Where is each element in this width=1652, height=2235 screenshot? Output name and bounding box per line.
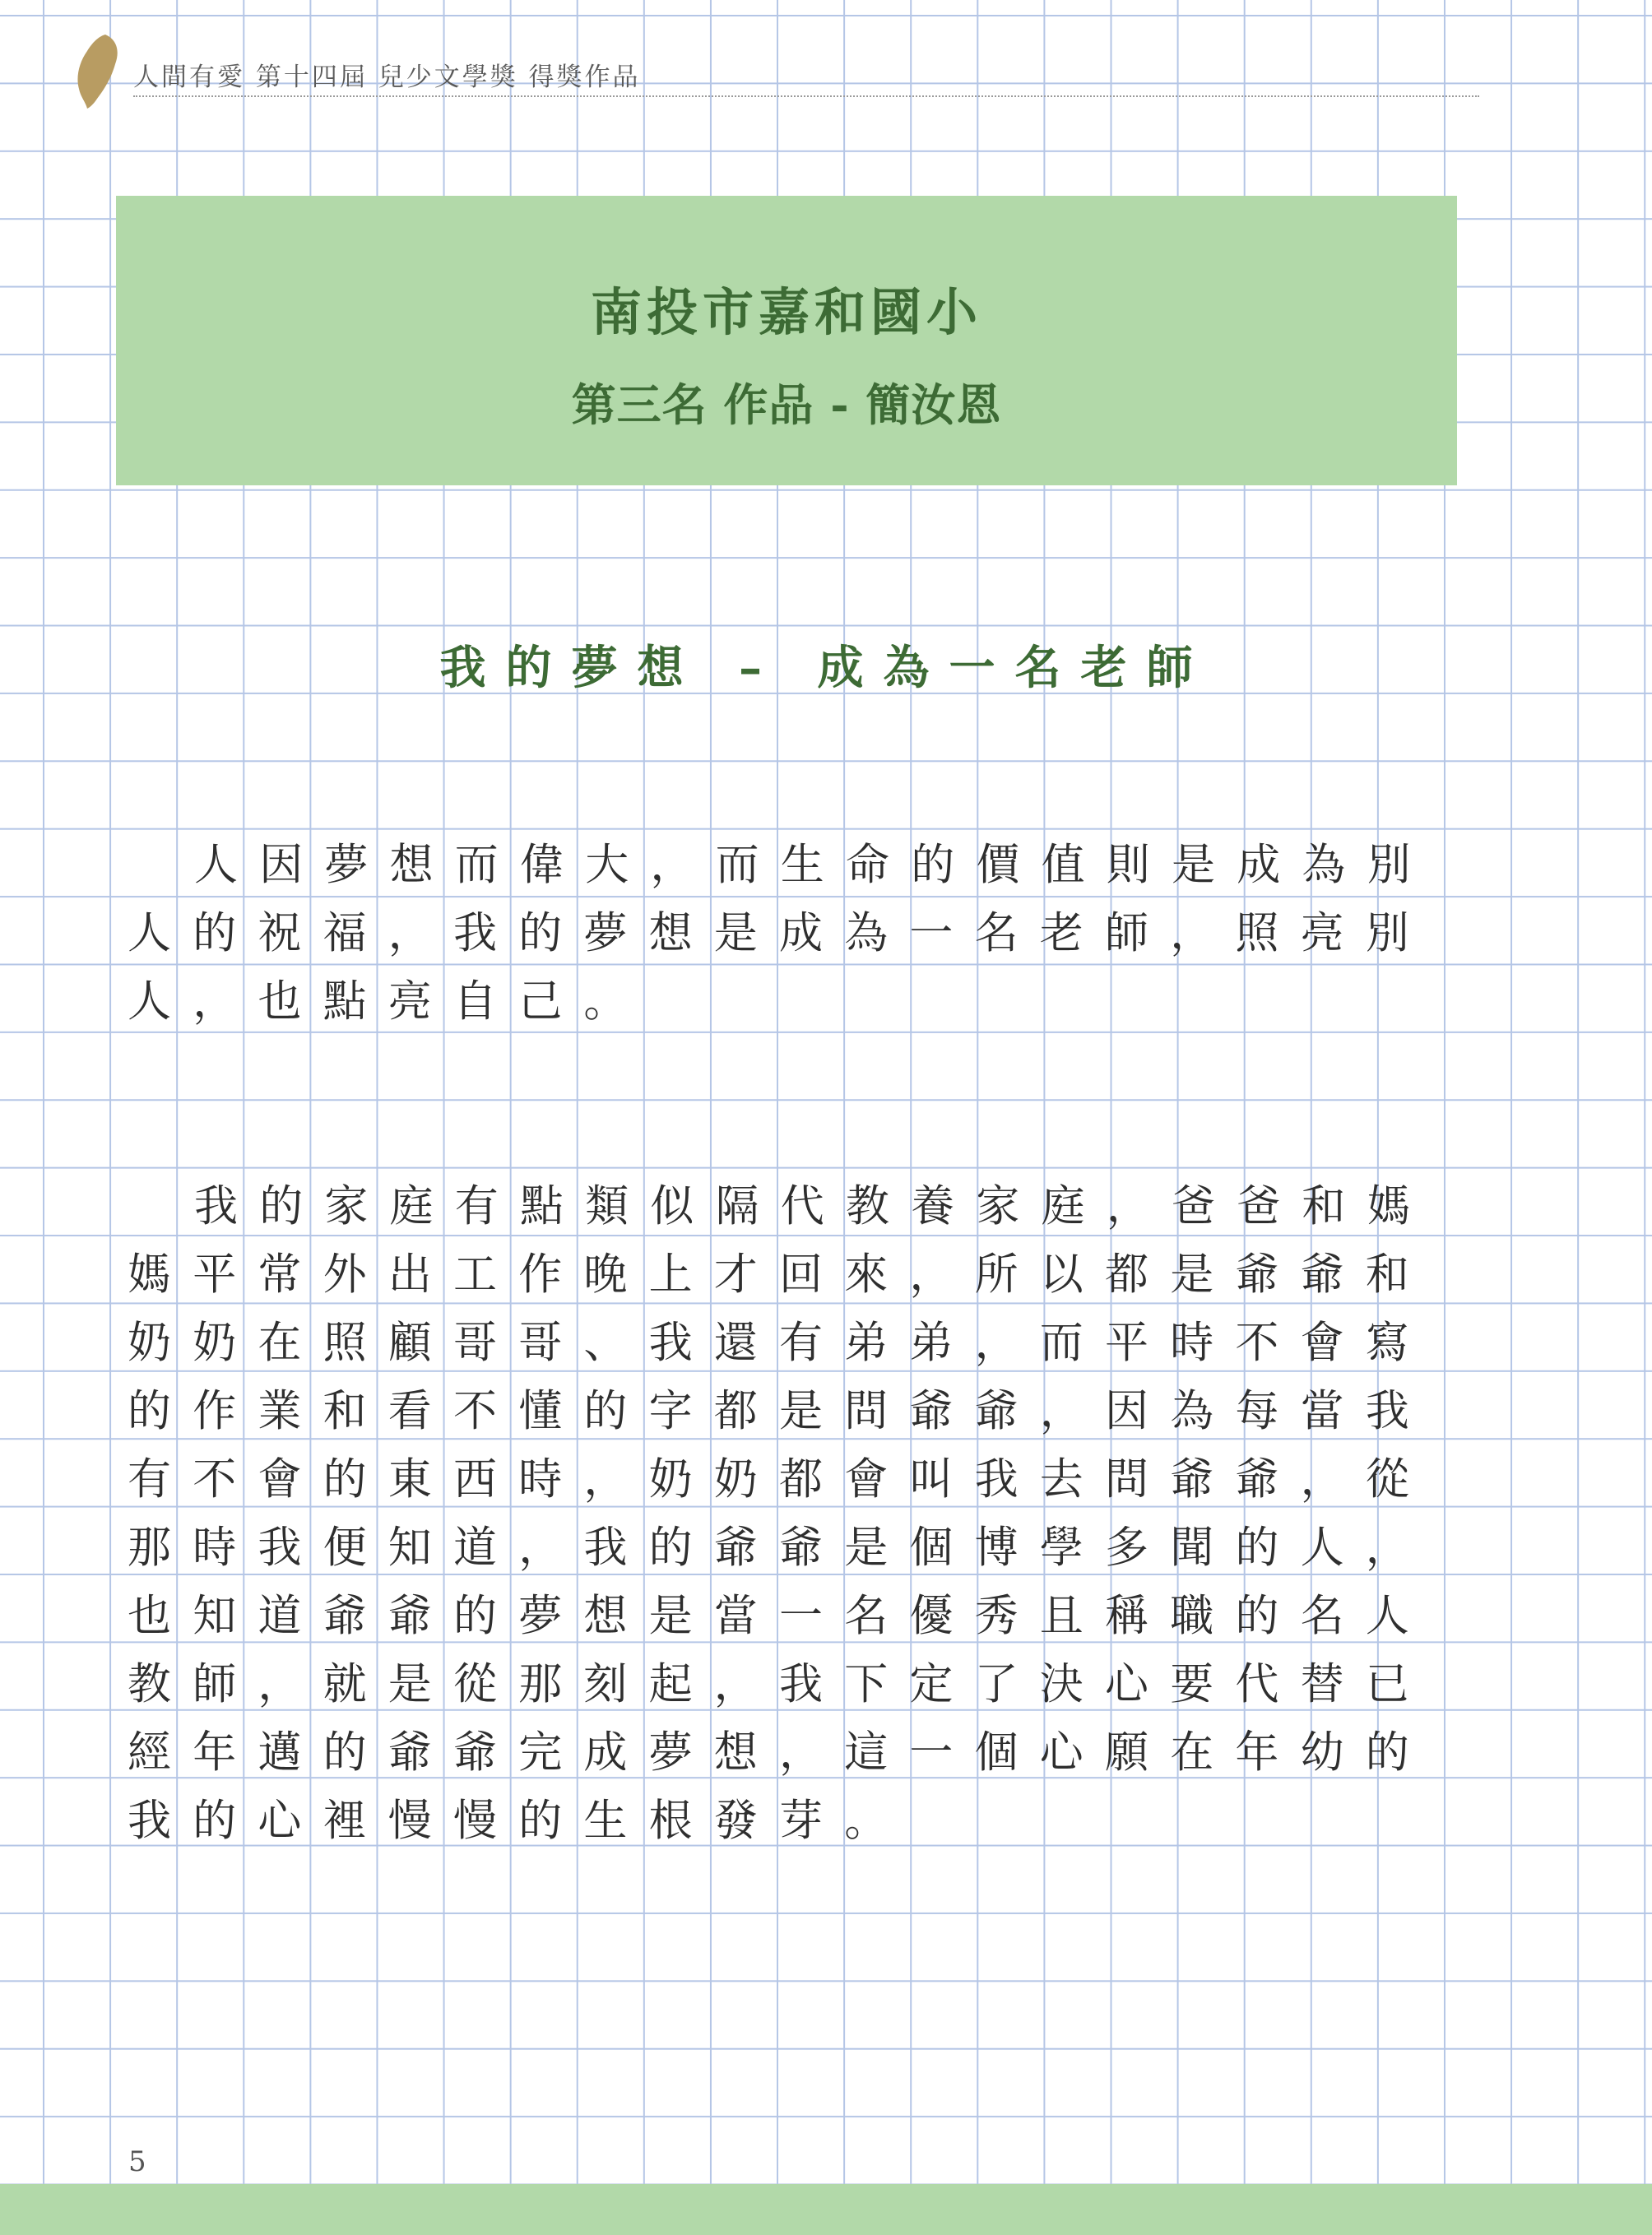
page-number: 5	[128, 2145, 146, 2178]
school-name: 南投市嘉和國小	[590, 282, 982, 342]
essay-title: 我的夢想 – 成為一名老師	[439, 641, 1213, 695]
essay-paragraph-1: 人因夢想而偉大，而生命的價值則是成為別人的祝福，我的夢想是成為一名老師，照亮別人，也點亮自己。	[128, 840, 1432, 1027]
taiwan-leaf-icon	[74, 31, 123, 110]
essay-paragraph-2: 我的家庭有點類似隔代教養家庭，爸爸和媽媽平常外出工作晚上才回來，所以都是爺爺和奶奶在照顧哥哥、我還有弟弟，而平時不會寫的作業和看不懂的字都是問爺爺，因為每當我有不會的東西時，奶奶都會叫我去問爺爺，從那時我便知道，我的爺爺是個博學多聞的人，也知道爺爺的夢想是當一名優秀且稱職的名人教師，就是從那刻起，我下定了決心要代替已經年邁的爺爺完成夢想，這一個心願在年幼的我的心裡慢慢的生根發芽。	[128, 1181, 1432, 1846]
title-box	[116, 196, 1457, 485]
award-author: 第三名 作品 - 簡汝恩	[571, 378, 1002, 431]
header-divider	[133, 95, 1479, 97]
page-header	[74, 31, 1489, 105]
running-head: 人間有愛 第十四屆 兒少文學獎 得獎作品	[133, 63, 641, 92]
footer-band	[0, 2184, 1652, 2235]
